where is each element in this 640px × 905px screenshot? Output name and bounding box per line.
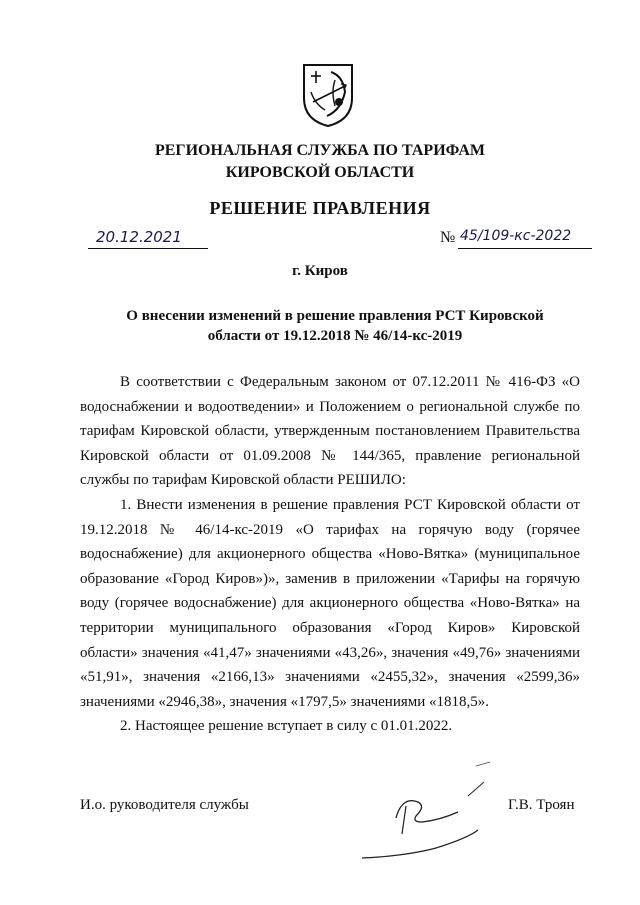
- document-type: РЕШЕНИЕ ПРАВЛЕНИЯ: [209, 198, 431, 218]
- intro-paragraph: В соответствии с Федеральным законом от 07.12.2011 № 416-ФЗ «О водоснабжении и водоотведении» и Положением о региональной службе по тарифам Кировской области, утвержденным постановлением Правительства Кировской области от 01.09.2008 № 144/365, правление региональной службы по тарифам Кировской области РЕШИЛО:: [80, 374, 580, 489]
- signer-name: Г.В. Троян: [508, 797, 575, 813]
- subject-line-2: области от 19.12.2018 № 46/14-кс-2019: [207, 328, 463, 344]
- subject-line-1: О внесении изменений в решение правления РСТ Кировской: [126, 308, 544, 324]
- number-sign: №: [440, 229, 456, 246]
- decision-body: [80, 370, 580, 739]
- signer-title: И.о. руководителя службы: [80, 797, 249, 813]
- agency-name: [0, 140, 640, 184]
- decision-number: 45/109-кс-2022: [458, 228, 592, 249]
- decision-date: 20.12.2021: [88, 228, 208, 249]
- decision-number-field: [440, 228, 600, 248]
- signature-mark: [356, 760, 506, 870]
- item-1-paragraph: 1. Внести изменения в решение правления РСТ Кировской области от 19.12.2018 № 46/14-кс-2019 «О тарифах на горячую воду (горячее водоснабжение) для акционерного общества «Ново-Вятка» (муниципальное образование «Город Киров»)», заменив в приложении «Тарифы на горячую воду (горячее водоснабжение) для акционерного общества «Ново-Вятка» на территории муниципального образования «Город Киров» Кировской области» значения «41,47» значениями «43,26», значения «49,76» значениями «51,91», значения «2166,13» значениями «2455,32», значения «2599,36» значениями «2946,38», значения «1797,5» значениями «1818,5».: [80, 496, 580, 710]
- coat-of-arms-icon: [301, 62, 355, 128]
- decision-subject: [120, 306, 550, 346]
- agency-line-1: РЕГИОНАЛЬНАЯ СЛУЖБА ПО ТАРИФАМ: [154, 142, 486, 159]
- agency-line-2: КИРОВСКОЙ ОБЛАСТИ: [225, 164, 415, 181]
- item-2-paragraph: 2. Настоящее решение вступает в силу с 01.01.2022.: [120, 718, 453, 735]
- city: г. Киров: [292, 263, 348, 279]
